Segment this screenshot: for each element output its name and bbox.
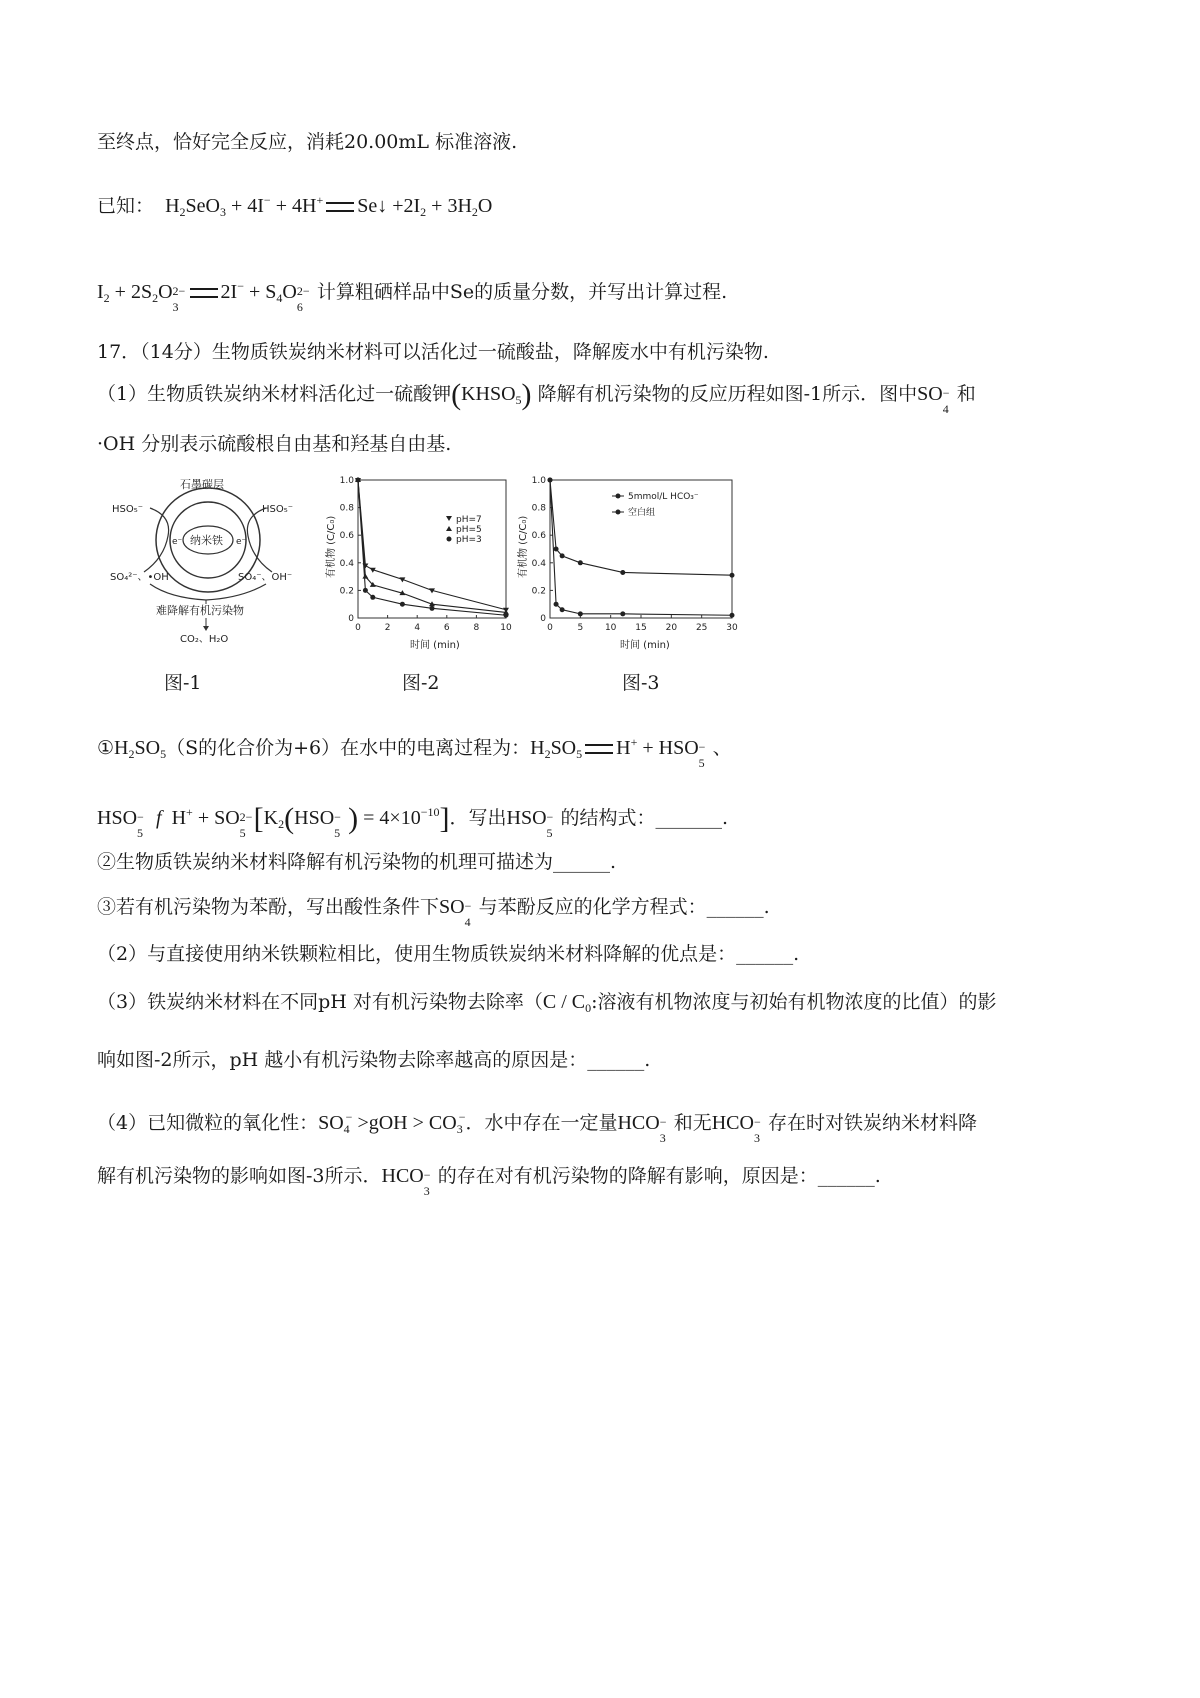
x-axis-label: 时间 (min) (410, 640, 460, 651)
y-tick-label: 0 (540, 614, 546, 624)
data-point (730, 573, 735, 578)
y-tick-label: 0.4 (531, 558, 546, 569)
data-point (730, 613, 735, 618)
data-point (554, 602, 559, 607)
x-tick-label: 2 (384, 623, 391, 633)
text-line-endpoint: 至终点，恰好完全反应，消耗20.00mL 标准溶液. (97, 131, 518, 153)
nano-iron-label: 纳米铁 (190, 534, 223, 547)
data-point (560, 607, 565, 612)
x-tick-label: 8 (473, 623, 480, 633)
pollutant-label: 难降解有机污染物 (156, 604, 244, 617)
data-point (370, 595, 375, 600)
x-tick-label: 10 (500, 623, 512, 633)
x-tick-label: 0 (355, 623, 361, 633)
figure-2-caption: 图-2 (402, 672, 440, 694)
y-axis-label: 有机物 (C/C₀) (518, 515, 529, 578)
y-tick-label: 1.0 (531, 476, 546, 486)
legend-marker-blank (616, 510, 621, 515)
data-point (504, 613, 509, 618)
question-17-part-3: （3）铁炭纳米材料在不同pH 对有机污染物去除率（$C / C_0$:溶液有机物浓度与初始有机物浓度的比值）的影 (97, 991, 997, 1015)
legend-marker-hco3 (616, 494, 621, 499)
electron-right: e⁻ (236, 537, 247, 547)
y-tick-label: 0.6 (339, 531, 354, 542)
x-tick-label: 0 (547, 623, 553, 633)
plot-frame (358, 480, 506, 618)
x-tick-label: 5 (577, 623, 584, 633)
x-tick-label: 30 (726, 623, 738, 633)
legend (612, 492, 699, 518)
y-tick-label: 0.8 (339, 503, 354, 514)
figure-1-caption: 图-1 (164, 672, 202, 694)
x-tick-label: 25 (695, 623, 708, 633)
data-point (620, 611, 625, 616)
question-17-part-4-cont: 解有机污染物的影响如图-3所示．HCO − 3 的存在对有机污染物的降解有影响，原因是：______. (97, 1165, 881, 1199)
data-point (578, 611, 583, 616)
part-1-subquestion-1-cont: HSO − 5 f H+ + SO 2− 5 [$K_2(HSO$ − 5 ) = $4\times 10^{-10}$]．写出HSO − 5 的结构式：_______. (97, 802, 729, 841)
products-left: SO₄²⁻、•OH (110, 572, 169, 583)
y-tick-label: 0.8 (531, 503, 546, 514)
question-17-part-4: （4）已知微粒的氧化性：$SO_4^- >gOH > CO_3^-$．水中存在一定量HCO − 3 和无HCO − 3 存在时对铁炭纳米材料降 (97, 1110, 977, 1146)
y-tick-label: 0 (348, 614, 354, 624)
legend-blank: 空白组 (628, 508, 656, 518)
legend-marker-ph3 (447, 537, 452, 542)
hso5-right: HSO₅⁻ (262, 504, 294, 515)
y-tick-label: 0.2 (531, 586, 546, 597)
part-1-subquestion-1: $①H_2SO_5(S$的化合价为+6）在水中的电离过程为：$H_2SO_5$ H+ + HSO − 5 、 (97, 735, 732, 771)
legend-marker-ph7 (446, 516, 452, 521)
data-point (362, 574, 368, 579)
legend-ph5: pH=5 (456, 525, 482, 535)
x-tick-label: 15 (635, 623, 647, 633)
legend-hco3: 5mmol/L HCO₃⁻ (628, 492, 699, 502)
data-point (620, 570, 625, 575)
part-1-subquestion-3: ③若有机污染物为苯酚，写出酸性条件下SO − 4 与苯酚反应的化学方程式：______. (97, 896, 770, 930)
x-tick-label: 20 (665, 623, 678, 633)
part-1-subquestion-2: ②生物质铁炭纳米材料降解有机污染物的机理可描述为______. (97, 851, 617, 873)
figure-2-chart (318, 474, 518, 654)
legend-ph7: pH=7 (456, 515, 482, 525)
data-point (578, 560, 583, 565)
hso5-left: HSO₅⁻ (112, 504, 144, 515)
question-17-part-1: （1）生物质铁炭纳米材料活化过一硫酸钾$(KHSO_5)$ 降解有机污染物的反应历程如图-1所示．图中SO − 4 和 (97, 378, 976, 417)
legend (446, 515, 482, 545)
data-point (554, 547, 559, 552)
x-tick-label: 10 (604, 623, 617, 633)
y-tick-label: 0.6 (531, 531, 546, 542)
x-tick-label: 6 (443, 623, 450, 633)
question-17-part-1-cont: ·OH 分别表示硫酸根自由基和羟基自由基. (97, 433, 452, 455)
y-tick-label: 0.2 (339, 586, 354, 597)
question-17-part-3-cont: 响如图-2所示，pH 越小有机污染物去除率越高的原因是：______. (97, 1049, 651, 1071)
x-tick-label: 4 (414, 623, 421, 633)
data-point (356, 478, 361, 483)
figure-1-mechanism (110, 476, 320, 656)
question-17-title: 17．（14分）生物质铁炭纳米材料可以活化过一硫酸盐，降解废水中有机污染物. (97, 341, 769, 363)
series-group (355, 477, 509, 618)
data-point (400, 602, 405, 607)
data-point (560, 553, 565, 558)
data-point (430, 606, 435, 611)
legend-ph3: pH=3 (456, 535, 482, 545)
figure-3-caption: 图-3 (622, 672, 660, 694)
x-axis-label: 时间 (min) (620, 640, 670, 651)
data-point (363, 588, 368, 593)
figure-3-chart (512, 474, 742, 654)
y-tick-label: 1.0 (339, 476, 354, 486)
products-right: SO₄⁻、OH⁻ (238, 572, 293, 583)
data-point (548, 478, 553, 483)
graphite-label: 石墨碳层 (180, 478, 224, 491)
arrowhead-down (203, 626, 209, 631)
electron-left: e⁻ (172, 537, 183, 547)
question-17-part-2: （2）与直接使用纳米铁颗粒相比，使用生物质铁炭纳米材料降解的优点是：______. (97, 943, 800, 965)
y-axis-label: 有机物 (C/C₀) (326, 515, 337, 578)
legend-marker-ph5 (446, 526, 452, 531)
co2-water-label: CO₂、H₂O (180, 634, 229, 645)
equation-thiosulfate: $I_2 + 2S_2O$ 2− 3 $2I^- + S_4O$ 2− 6 计算粗硒样品中Se的质量分数，并写出计算过程. (97, 279, 728, 315)
y-tick-label: 0.4 (339, 558, 354, 569)
equation-selenious-acid: 已知： $H_2SeO_3 + 4I^- + 4H^+$ Se↓ $+2I_2 + 3H_2O$ (97, 193, 493, 219)
series-line-2 (358, 480, 506, 615)
